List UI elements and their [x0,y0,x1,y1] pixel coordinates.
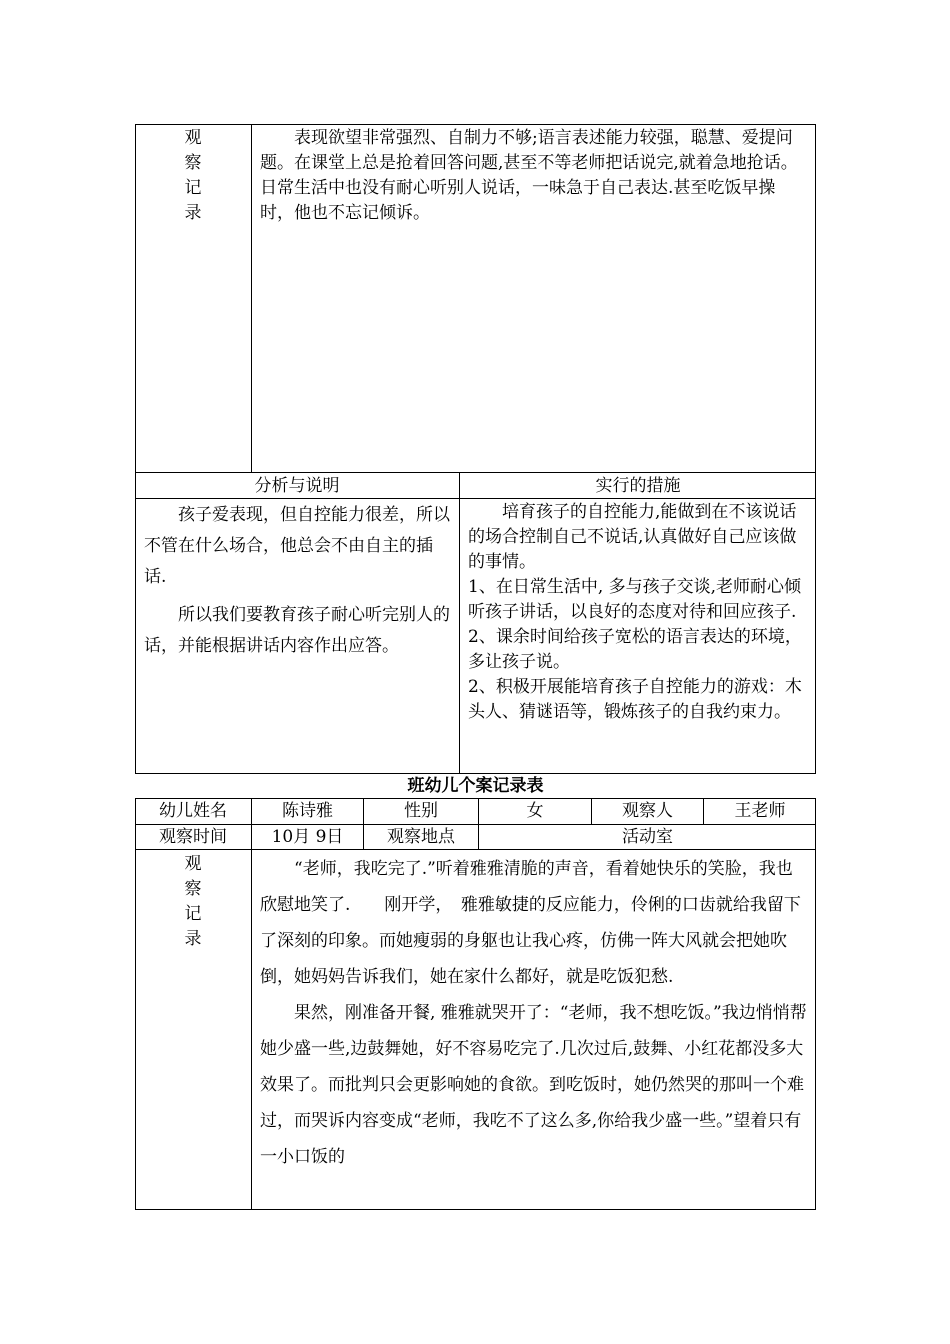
analysis-header: 分析与说明 [254,476,340,496]
row-divider [135,498,816,499]
name-value: 陈诗雅 [282,801,333,821]
obs-label-char: 记 [184,904,202,924]
obs-label-char: 录 [184,929,202,949]
observer-label: 观察人 [622,801,673,821]
gender-label: 性别 [404,801,438,821]
obs-record-paragraph: “老师，我吃完了.”听着雅雅清脆的声音，看着她快乐的笑脸，我也欣慰地笑了. 刚开学， 雅雅敏捷的反应能力，伶俐的口齿就给我留下了深刻的印象。而她瘦弱的身躯也让我心疼，仿佛一阵大风就会把她吹倒，她妈妈告诉我们，她在家什么都好，就是吃饭犯愁. [260,859,801,987]
measures-line: 2、课余时间给孩子宽松的语言表达的环境，多让孩子说。 [468,627,802,672]
obs-label-char: 察 [184,153,202,173]
measures-header: 实行的措施 [595,476,681,496]
col-divider [459,472,460,774]
record-table-title: 班幼儿个案记录表 [407,776,544,796]
col-divider [251,798,252,1210]
obs-record-paragraph: 果然，刚准备开餐, 雅雅就哭开了：“老师，我不想吃饭。”我边悄悄帮她少盛一些,边鼓舞她，好不容易吃完了.几次过后,鼓舞、小红花都没多大效果了。而批判只会更影响她的食欲。到吃饭时，她仍然哭的那叫一个难过，而哭诉内容变成“老师，我吃不了这么多,你给我少盛一些。”望着只有一小口饭的 [260,1003,807,1167]
obs-text: 表现欲望非常强烈、自制力不够;语言表述能力较强，聪慧、爱提问题。在课堂上总是抢着回答问题,甚至不等老师把话说完,就着急地抢话。日常生活中也没有耐心听别人说话，一味急于自己表达.甚至吃饭早操时，他也不忘记倾诉。 [260,128,798,223]
analysis-cell [144,500,453,662]
measures-line: 2、积极开展能培育孩子自控能力的游戏：木头人、猜谜语等，锻炼孩子的自我约束力。 [468,677,802,722]
obs-label-char: 观 [184,128,202,148]
time-value: 10月 9日 [271,827,344,847]
name-label: 幼儿姓名 [159,801,227,821]
obs-label-char: 观 [184,854,202,874]
analysis-paragraph: 孩子爱表现，但自控能力很差，所以不管在什么场合，他总会不由自主的插话. [144,505,450,587]
measures-line: 培育孩子的自控能力,能做到在不该说话的场合控制自己不说话,认真做好自己应该做的事情。 [468,502,797,572]
obs-label-char: 记 [184,178,202,198]
obs-label-char: 察 [184,879,202,899]
gender-value: 女 [526,801,544,821]
obs-label-cell [135,124,252,473]
place-value: 活动室 [622,827,673,847]
obs-label-char: 录 [184,203,202,223]
analysis-paragraph: 所以我们要教育孩子耐心听完别人的话，并能根据讲话内容作出应答。 [144,605,450,656]
observer-value: 王老师 [734,801,786,821]
measures-cell [468,500,808,725]
obs-record-cell [260,851,808,1209]
obs-text-cell [260,126,808,226]
time-label: 观察时间 [159,827,227,847]
measures-line: 1、在日常生活中, 多与孩子交谈,老师耐心倾听孩子讲话，以良好的态度对待和回应孩子. [468,577,802,622]
row-divider [135,472,816,473]
obs-label-cell [135,850,251,960]
place-label: 观察地点 [387,827,455,847]
